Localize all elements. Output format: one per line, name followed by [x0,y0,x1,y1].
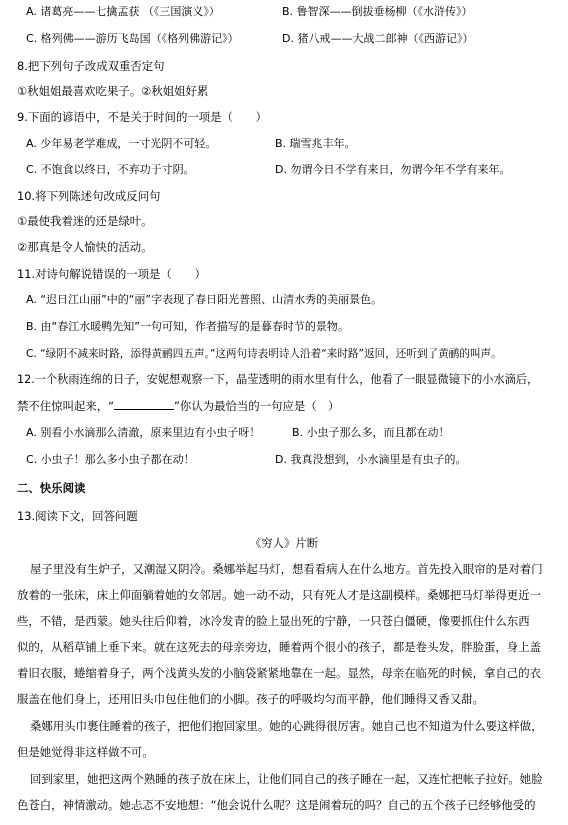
q10-sentence-1: ①最使我着迷的还是绿叶。 [17,214,153,228]
q8-sentences: ①秋姐姐最喜欢吃果子。②秋姐姐好累 [17,84,209,98]
q12-stem-before-blank: 禁不住惊叫起来，“ [17,399,115,413]
passage-line: 放着的一张床，床上仰面躺着她的女邻居。她一动不动，只有死人才是这副模样。桑娜把马灯举得更近一 [17,588,541,602]
q12-answer-blank [114,398,174,410]
q7-option-c: C. 格列佛——游历飞岛国（《格列佛游记》） [26,32,239,45]
passage-line: 回到家里，她把这两个熟睡的孩子放在床上，让他们同自己的孩子睡在一起，又连忙把帐子拉好。她脸 [30,772,543,786]
passage-line: 似的，从稻草铺上垂下来。就在这死去的母亲旁边，睡着两个很小的孩子，都是卷头发，胖脸蛋，身上盖 [17,640,541,654]
q9-option-a: A. 少年易老学难成，一寸光阴不可轻。 [26,137,217,150]
q7-option-b: B. 鲁智深——倒拔垂杨柳（《水浒传》） [282,5,473,18]
passage-line: 色苍白，神情激动。她忐忑不安地想：“他会说什么呢？这是闹着玩的吗？自己的五个孩子已经够他受的 [17,798,536,812]
passage-line: 屋子里没有生炉子，又潮湿又阴冷。桑娜举起马灯，想看看病人在什么地方。首先投入眼帘的是对着门 [30,562,543,576]
q12-stem-line1: 12.一个秋雨连绵的日子，安妮想观察一下，晶莹透明的雨水里有什么，他看了一眼显微镜下的小水滴后， [17,373,539,386]
q12-stem-after-blank: ”你认为最恰当的一句应是（ ） [174,399,340,413]
passage-line: 些，不错，是西蒙。她头往后仰着，冰冷发青的脸上显出死的宁静，一只苍白僵硬，像要抓住什么东西 [17,614,530,628]
q7-option-d: D. 猪八戒——大战二郎神（《西游记》） [282,32,474,45]
passage-line: 服盖在他们身上，还用旧头巾包住他们的小脚。孩子的呼吸均匀而平静，他们睡得又香又甜。 [17,692,485,706]
q11-option-b: B. 由“春江水暖鸭先知”一句可知，作者描写的是暮春时节的景物。 [26,320,349,333]
section-title: 二、快乐阅读 [17,481,86,495]
q11-option-a: A. “迟日江山丽”中的“丽”字表现了春日阳光普照、山清水秀的美丽景色。 [26,293,383,306]
q9-option-c: C. 不饱食以终日，不弃功于寸阴。 [26,163,195,176]
q9-option-d: D. 勿谓今日不学有来日，勿谓今年不学有来年。 [275,163,511,176]
q10-sentence-2: ②那真是令人愉快的活动。 [17,240,153,254]
passage-line: 着旧衣服，蜷缩着身子，两个浅黄头发的小脑袋紧紧地靠在一起。显然，母亲在临死的时候，拿自己的衣 [17,666,541,680]
q13-stem: 13.阅读下文，回答问题 [17,509,138,523]
q12-option-d: D. 我真没想到，小水滴里是有虫子的。 [275,453,467,466]
q12-stem-line2 [17,398,339,414]
q7-option-a: A. 诸葛亮——七擒孟获 （《三国演义》） [26,5,220,18]
q12-option-b: B. 小虫子那么多，而且都在动！ [292,426,450,439]
q12-option-c: C. 小虫子！那么多小虫子都在动！ [26,453,195,466]
q9-stem: 9.下面的谚语中，不是关于时间的一项是（ ） [17,110,268,124]
q11-stem: 11.对诗句解说错误的一项是（ ） [17,267,206,281]
q9-option-b: B. 瑞雪兆丰年。 [275,137,356,150]
q8-stem: 8.把下列句子改成双重否定句 [17,59,165,73]
q11-option-c: C. “绿阴不减来时路，添得黄鹂四五声。”这两句诗表明诗人沿着“来时路”返回，还听到了黄鹂的叫声。 [26,348,502,360]
passage-line: 但是她觉得非这样做不可。 [17,745,154,759]
q10-stem: 10.将下列陈述句改成反问句 [17,189,161,203]
passage-line: 桑娜用头巾裹住睡着的孩子，把他们抱回家里。她的心跳得很厉害。她自己也不知道为什么要这样做， [30,719,543,733]
q12-option-a: A. 别看小水滴那么清澈，原来里边有小虫子呀！ [26,426,261,439]
passage-title: 《穷人》片断 [249,536,319,550]
